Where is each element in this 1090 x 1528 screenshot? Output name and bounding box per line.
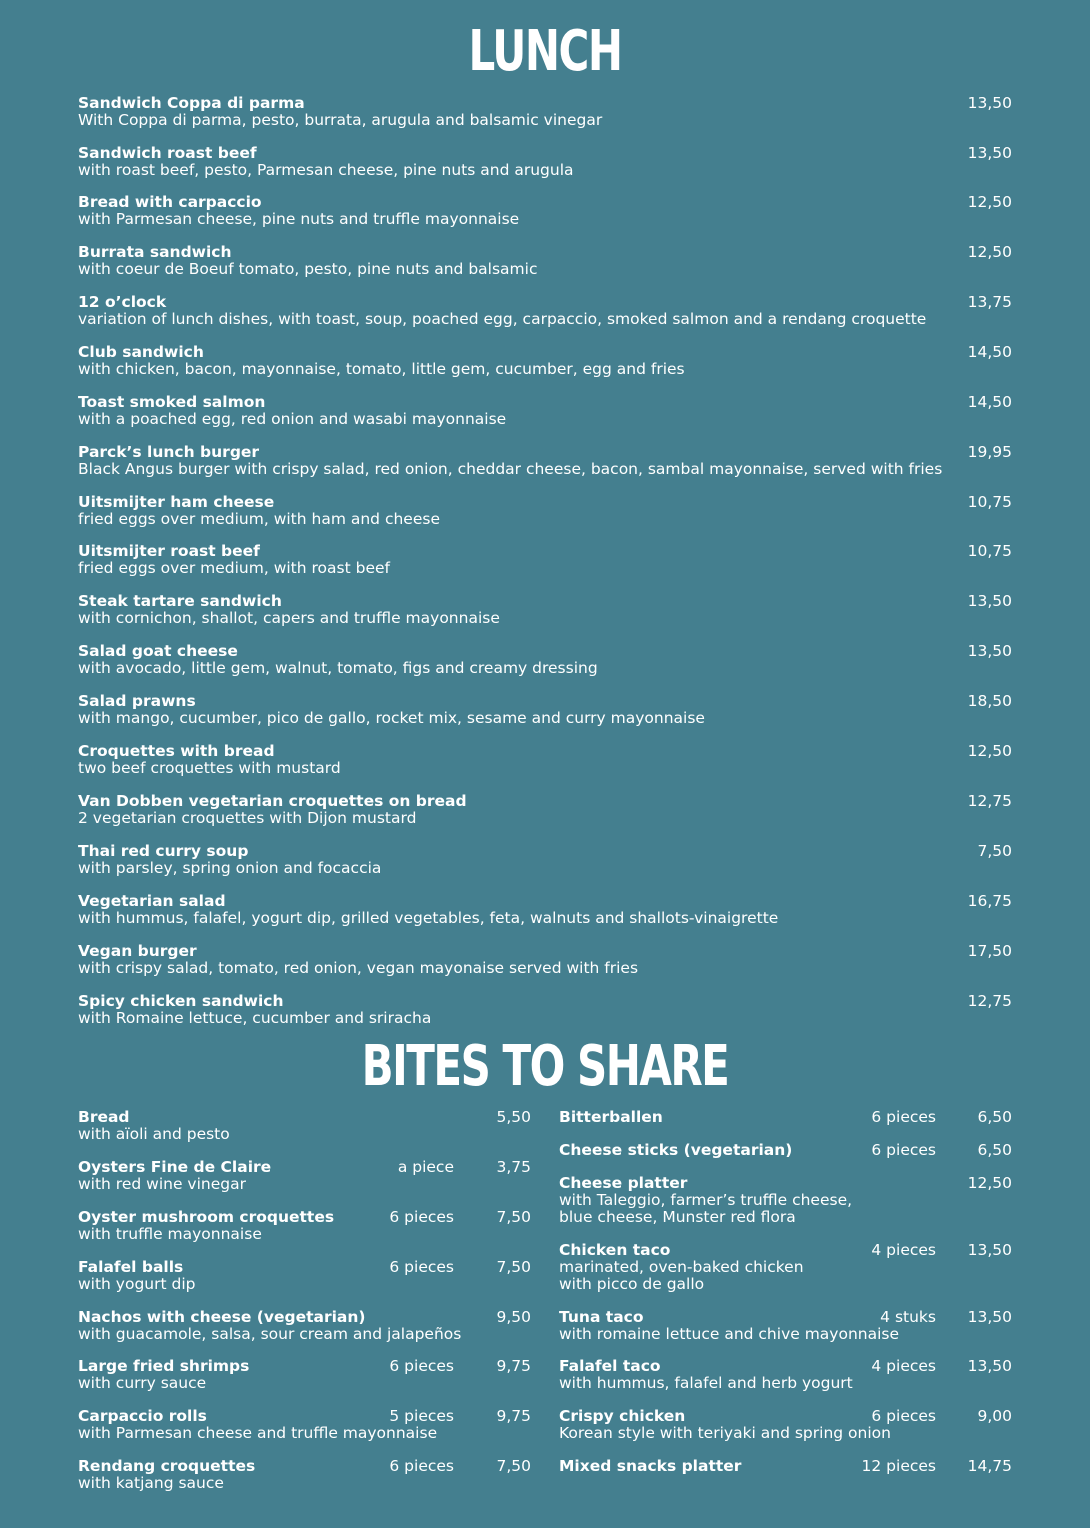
item-description: 2 vegetarian croquettes with Dijon mustard [78, 809, 417, 827]
bite-name: Rendang croquettes [78, 1457, 256, 1475]
bite-price: 9,75 [496, 1357, 531, 1375]
bite-item [559, 1358, 1012, 1398]
bite-name: Falafel balls [78, 1258, 184, 1276]
item-price: 10,75 [967, 542, 1012, 560]
item-name: Thai red curry soup [78, 842, 249, 860]
item-description: two beef croquettes with mustard [78, 759, 341, 777]
item-name: Salad prawns [78, 692, 196, 710]
item-description: fried eggs over medium, with ham and cheese [78, 510, 440, 528]
bite-name: Oysters Fine de Claire [78, 1158, 272, 1176]
item-price: 10,75 [967, 493, 1012, 511]
item-name: Steak tartare sandwich [78, 592, 282, 610]
item-name: Spicy chicken sandwich [78, 992, 284, 1010]
item-description: With Coppa di parma, pesto, burrata, arugula and balsamic vinegar [78, 111, 603, 129]
item-price: 12,75 [967, 992, 1012, 1010]
item-price: 16,75 [967, 892, 1012, 910]
bite-quantity: 6 pieces [389, 1357, 454, 1375]
bite-description: with romaine lettuce and chive mayonnaise [559, 1325, 900, 1343]
item-name: 12 o’clock [78, 293, 167, 311]
item-price: 19,95 [967, 443, 1012, 461]
bite-quantity: 6 pieces [871, 1141, 936, 1159]
item-description: variation of lunch dishes, with toast, soup, poached egg, carpaccio, smoked salmon and a rendang croquette [78, 310, 927, 328]
bite-item [78, 1309, 531, 1349]
bite-item [559, 1309, 1012, 1349]
bite-price: 9,00 [977, 1407, 1012, 1425]
item-name: Burrata sandwich [78, 243, 232, 261]
lunch-menu-item [78, 244, 1012, 284]
bite-price: 6,50 [977, 1141, 1012, 1159]
bite-name: Large fried shrimps [78, 1357, 250, 1375]
bite-price: 9,75 [496, 1407, 531, 1425]
item-name: Salad goat cheese [78, 642, 238, 660]
item-name: Van Dobben vegetarian croquettes on bread [78, 792, 467, 810]
lunch-menu-item [78, 294, 1012, 334]
bite-name: Carpaccio rolls [78, 1407, 207, 1425]
item-price: 17,50 [967, 942, 1012, 960]
lunch-menu-item [78, 344, 1012, 384]
item-description: Black Angus burger with crispy salad, red onion, cheddar cheese, bacon, sambal mayonnaise, served with fries [78, 460, 943, 478]
lunch-menu-item [78, 793, 1012, 833]
bite-price: 13,50 [967, 1241, 1012, 1259]
item-price: 14,50 [967, 393, 1012, 411]
bite-quantity: 6 pieces [871, 1108, 936, 1126]
bite-description: with curry sauce [78, 1374, 207, 1392]
bite-item [78, 1358, 531, 1398]
item-description: with a poached egg, red onion and wasabi mayonnaise [78, 410, 507, 428]
lunch-menu-item [78, 394, 1012, 434]
lunch-menu-item [78, 943, 1012, 983]
bite-item [78, 1458, 531, 1498]
item-description: with mango, cucumber, pico de gallo, rocket mix, sesame and curry mayonnaise [78, 709, 705, 727]
item-description: with hummus, falafel, yogurt dip, grilled vegetables, feta, walnuts and shallots-vinaigrette [78, 909, 779, 927]
bite-name: Crispy chicken [559, 1407, 686, 1425]
bite-name: Tuna taco [559, 1308, 644, 1326]
bite-description: Korean style with teriyaki and spring onion [559, 1424, 891, 1442]
item-price: 18,50 [967, 692, 1012, 710]
bite-item [78, 1159, 531, 1199]
bite-description: with Taleggio, farmer’s truffle cheese, [559, 1191, 853, 1209]
item-description: with cornichon, shallot, capers and truffle mayonnaise [78, 609, 500, 627]
item-price: 13,50 [967, 592, 1012, 610]
lunch-menu-item [78, 145, 1012, 185]
lunch-menu-item [78, 194, 1012, 234]
bite-description: with Parmesan cheese and truffle mayonnaise [78, 1424, 438, 1442]
item-price: 12,50 [967, 243, 1012, 261]
item-description: with roast beef, pesto, Parmesan cheese, pine nuts and arugula [78, 161, 574, 179]
bite-price: 6,50 [977, 1108, 1012, 1126]
bite-name: Chicken taco [559, 1241, 671, 1259]
lunch-menu-item [78, 693, 1012, 733]
bite-name: Nachos with cheese (vegetarian) [78, 1308, 366, 1326]
item-price: 12,50 [967, 742, 1012, 760]
bite-name: Cheese platter [559, 1174, 688, 1192]
bite-description: with truffle mayonnaise [78, 1225, 262, 1243]
item-price: 13,50 [967, 94, 1012, 112]
bite-description: marinated, oven-baked chicken [559, 1258, 804, 1276]
item-name: Bread with carpaccio [78, 193, 262, 211]
item-description: with coeur de Boeuf tomato, pesto, pine nuts and balsamic [78, 260, 538, 278]
item-price: 13,75 [967, 293, 1012, 311]
bite-item [559, 1458, 1012, 1498]
bite-quantity: 6 pieces [389, 1457, 454, 1475]
item-name: Parck’s lunch burger [78, 443, 260, 461]
bite-name: Mixed snacks platter [559, 1457, 742, 1475]
item-name: Vegan burger [78, 942, 197, 960]
lunch-menu-item [78, 543, 1012, 583]
lunch-menu-item [78, 993, 1012, 1033]
bite-item [559, 1408, 1012, 1448]
lunch-section-title: LUNCH [468, 19, 622, 84]
lunch-menu-item [78, 95, 1012, 135]
item-name: Vegetarian salad [78, 892, 226, 910]
item-description: with chicken, bacon, mayonnaise, tomato, little gem, cucumber, egg and fries [78, 360, 685, 378]
bite-item [78, 1259, 531, 1299]
item-name: Croquettes with bread [78, 742, 275, 760]
lunch-menu-item [78, 494, 1012, 534]
bite-price: 9,50 [496, 1308, 531, 1326]
bite-name: Falafel taco [559, 1357, 661, 1375]
bite-name: Cheese sticks (vegetarian) [559, 1141, 793, 1159]
bite-quantity: 5 pieces [389, 1407, 454, 1425]
item-name: Uitsmijter ham cheese [78, 493, 275, 511]
bite-description: with katjang sauce [78, 1474, 224, 1492]
bite-description-line2: with picco de gallo [559, 1275, 705, 1293]
bite-price: 13,50 [967, 1357, 1012, 1375]
lunch-menu-item [78, 593, 1012, 633]
item-price: 7,50 [977, 842, 1012, 860]
bite-quantity: a piece [397, 1158, 454, 1176]
bite-name: Bitterballen [559, 1108, 663, 1126]
bite-price: 7,50 [496, 1208, 531, 1226]
bites-section-title: BITES TO SHARE [361, 1034, 729, 1099]
bite-quantity: 4 pieces [871, 1241, 936, 1259]
bite-quantity: 6 pieces [389, 1208, 454, 1226]
bite-item [78, 1408, 531, 1448]
bite-price: 12,50 [967, 1174, 1012, 1192]
bite-price: 3,75 [496, 1158, 531, 1176]
item-name: Uitsmijter roast beef [78, 542, 260, 560]
item-description: with Romaine lettuce, cucumber and sriracha [78, 1009, 432, 1027]
bite-name: Bread [78, 1108, 130, 1126]
item-price: 12,75 [967, 792, 1012, 810]
bite-item [78, 1109, 531, 1149]
item-price: 13,50 [967, 144, 1012, 162]
item-name: Club sandwich [78, 343, 204, 361]
item-name: Toast smoked salmon [78, 393, 266, 411]
bite-price: 7,50 [496, 1457, 531, 1475]
bite-description: with red wine vinegar [78, 1175, 246, 1193]
bite-item [559, 1174, 1012, 1226]
lunch-menu-item [78, 643, 1012, 683]
bite-price: 14,75 [967, 1457, 1012, 1475]
lunch-menu-item [78, 893, 1012, 933]
item-description: fried eggs over medium, with roast beef [78, 559, 390, 577]
bite-price: 7,50 [496, 1258, 531, 1276]
bite-price: 13,50 [967, 1308, 1012, 1326]
bite-quantity: 4 pieces [871, 1357, 936, 1375]
bite-item [559, 1241, 1012, 1293]
lunch-menu-item [78, 743, 1012, 783]
bite-name: Oyster mushroom croquettes [78, 1208, 335, 1226]
item-name: Sandwich roast beef [78, 144, 257, 162]
bite-quantity: 12 pieces [861, 1457, 936, 1475]
bite-quantity: 4 stuks [880, 1308, 936, 1326]
lunch-menu-item [78, 843, 1012, 883]
item-description: with parsley, spring onion and focaccia [78, 859, 382, 877]
bite-price: 5,50 [496, 1108, 531, 1126]
item-name: Sandwich Coppa di parma [78, 94, 305, 112]
bite-quantity: 6 pieces [871, 1407, 936, 1425]
bite-description-line2: blue cheese, Munster red flora [559, 1208, 796, 1226]
item-price: 14,50 [967, 343, 1012, 361]
item-description: with Parmesan cheese, pine nuts and truffle mayonnaise [78, 210, 520, 228]
item-description: with crispy salad, tomato, red onion, vegan mayonaise served with fries [78, 959, 639, 977]
bite-quantity: 6 pieces [389, 1258, 454, 1276]
lunch-menu-item [78, 444, 1012, 484]
bite-description: with aïoli and pesto [78, 1125, 230, 1143]
bite-description: with hummus, falafel and herb yogurt [559, 1374, 853, 1392]
bite-description: with guacamole, salsa, sour cream and jalapeños [78, 1325, 462, 1343]
bite-description: with yogurt dip [78, 1275, 196, 1293]
item-price: 13,50 [967, 642, 1012, 660]
item-price: 12,50 [967, 193, 1012, 211]
item-description: with avocado, little gem, walnut, tomato, figs and creamy dressing [78, 659, 598, 677]
bite-item [78, 1209, 531, 1249]
